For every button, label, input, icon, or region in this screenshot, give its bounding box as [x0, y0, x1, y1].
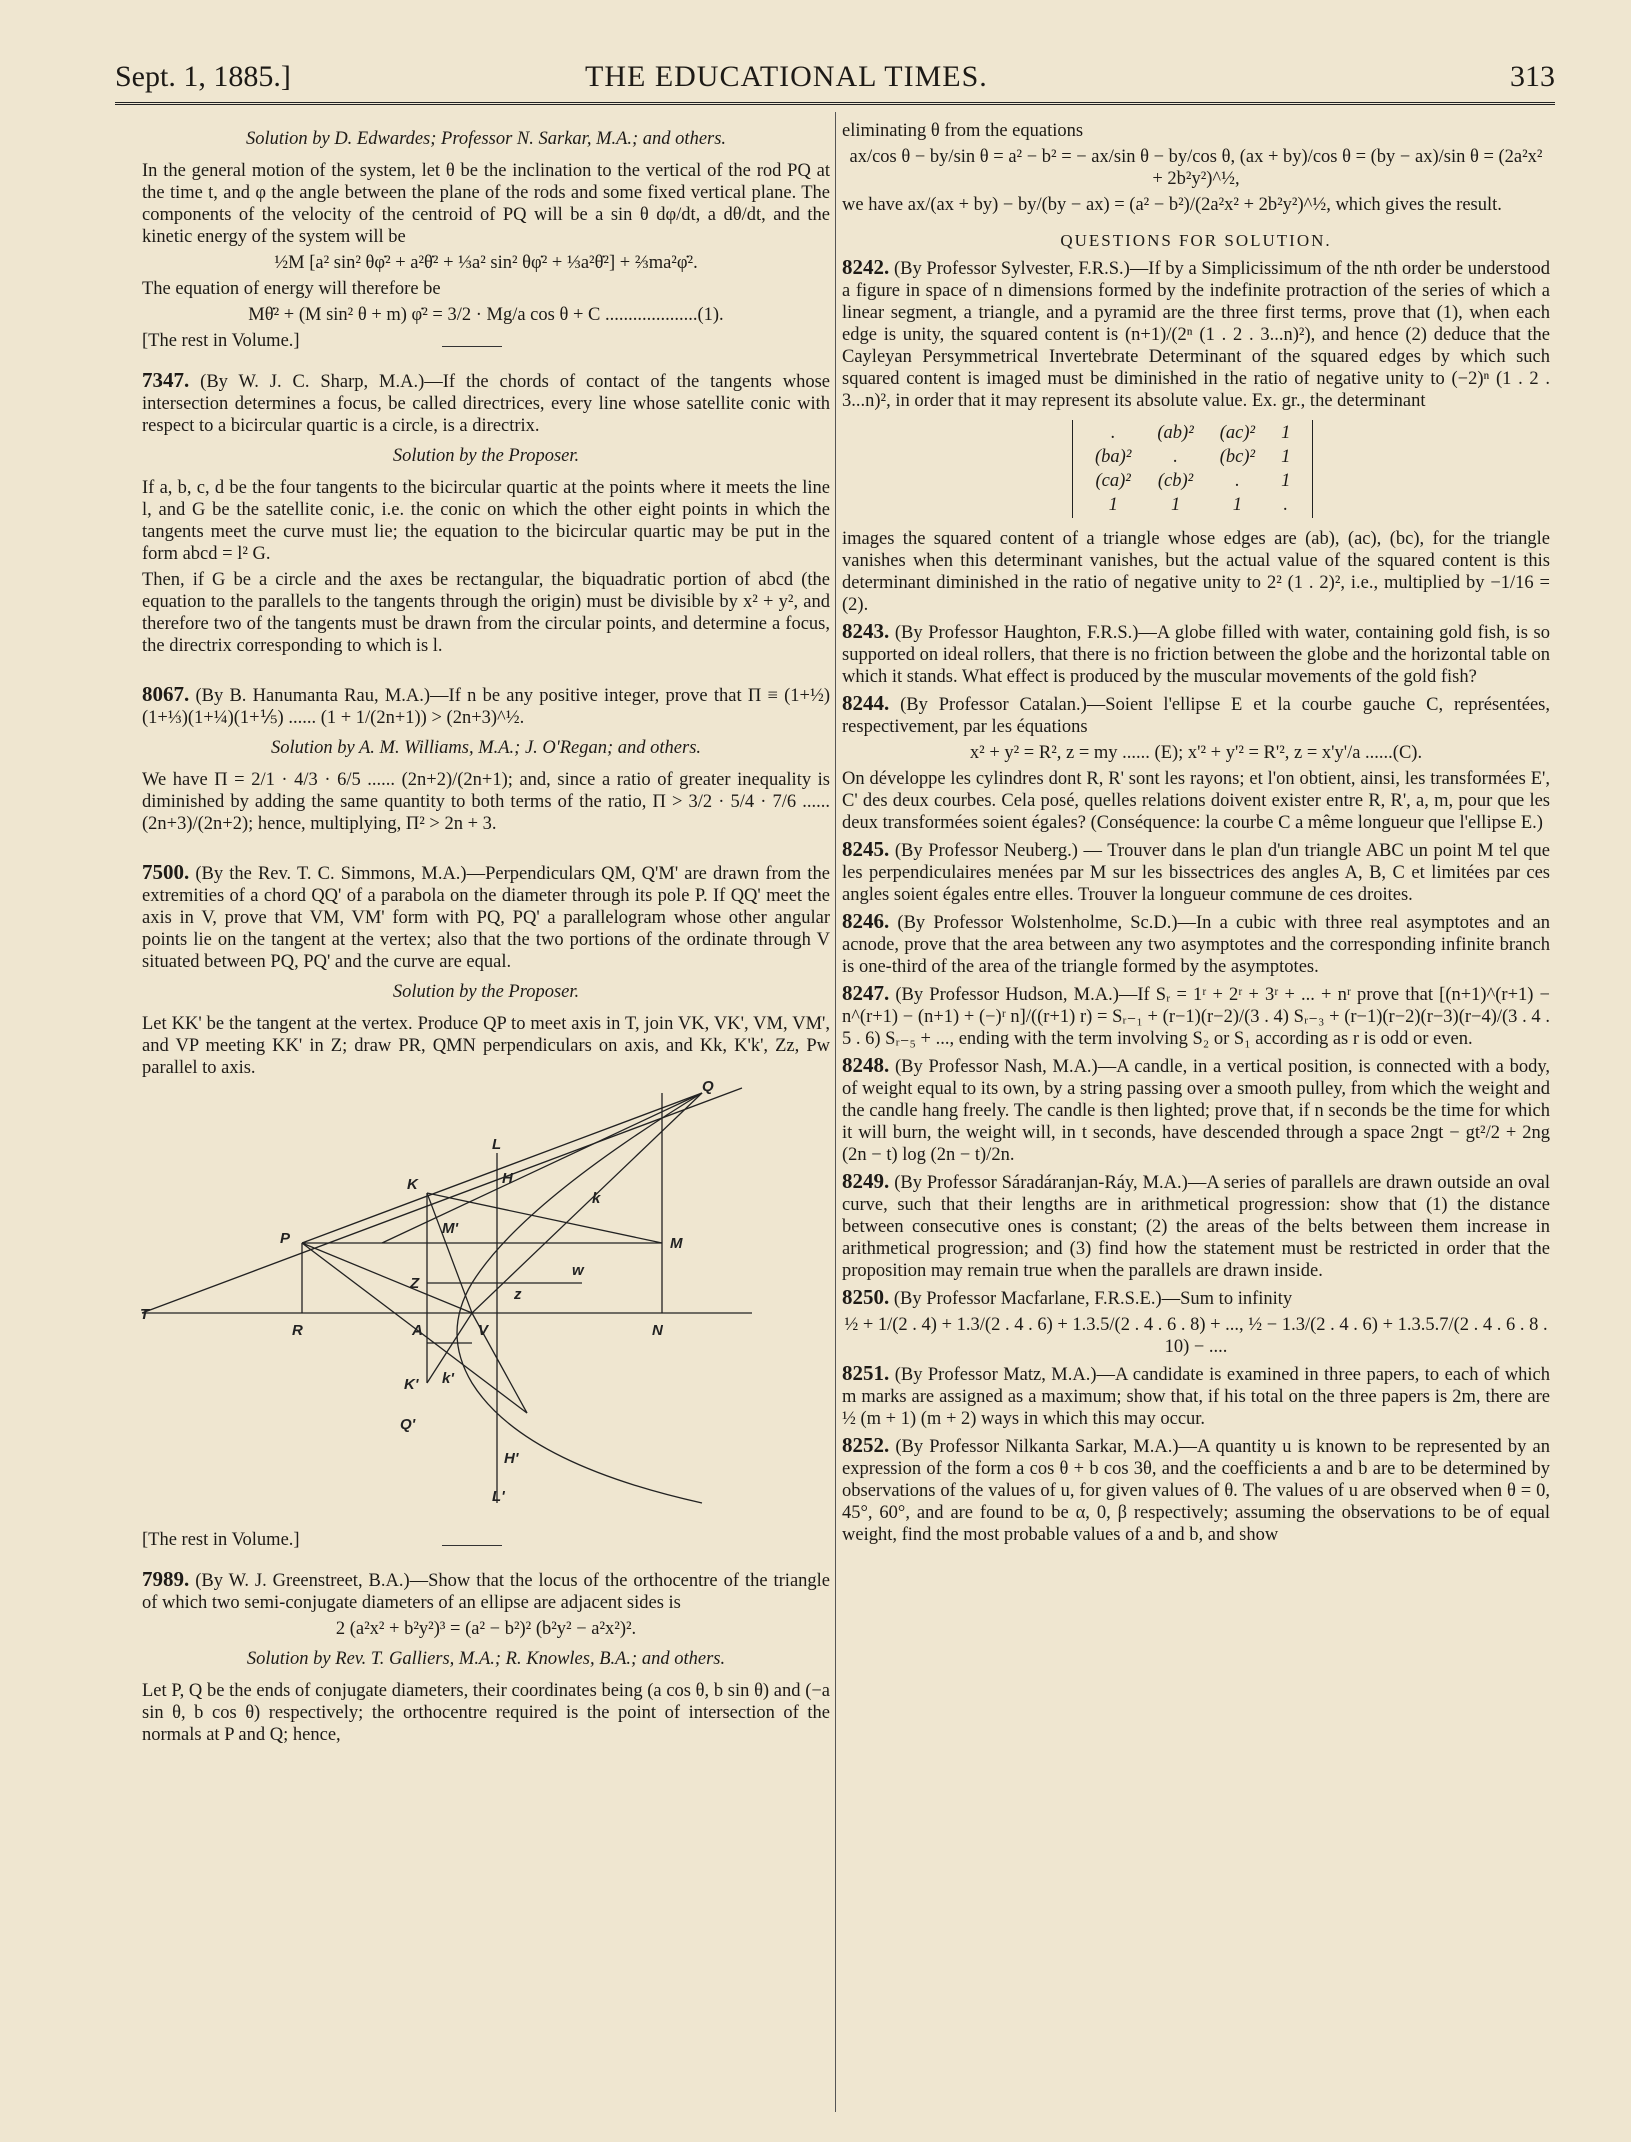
diagram-label: Q	[702, 1078, 714, 1095]
det-cell: .	[1283, 495, 1289, 515]
question-text: (By Professor Nash, M.A.)—A candle, in a vertical position, is connected with a body, of weight equal to its own, by a string passing over a smooth pulley, from which the weight and the candle hang freely. The candle is then lighted; prove that, if n seconds be the time for which it will burn, the weight will, in t seconds, have descended through a space 2ngt − gt²/2 + 2ng (2n − t) log (2n − t)/2n.	[842, 1057, 1550, 1165]
solution-heading: Solution by the Proposer.	[392, 446, 580, 466]
diagram-label: N	[652, 1322, 663, 1339]
issue-date: Sept. 1, 1885.]	[115, 60, 291, 93]
det-cell: (ca)²	[1095, 471, 1131, 491]
column-divider	[835, 112, 836, 2112]
question-7347	[142, 369, 830, 437]
det-cell: 1	[1281, 423, 1291, 443]
question-number: 8247.	[842, 981, 890, 1005]
page-header	[115, 58, 1555, 105]
question-text: (By Professor Macfarlane, F.R.S.E.)—Sum to infinity	[893, 1289, 1293, 1309]
equation: ½M [a² sin² θφ̇² + a²θ̇² + ⅓a² sin² θφ̇² + ⅓a²θ̇²] + ⅔ma²φ̇².	[274, 253, 698, 273]
diagram-label: w	[572, 1262, 584, 1279]
question-text: (By W. J. Greenstreet, B.A.)—Show that the locus of the orthocentre of the triangle of which two semi-conjugate diameters of an ellipse are adjacent sides is	[142, 1571, 831, 1613]
paragraph: Then, if G be a circle and the axes be rectangular, the biquadratic portion of abcd (the equation to the parallels to the tangents through the origin) must be divisible by x² + y², and therefore two of the tangents must be drawn from the circular points, and determine a focus, the directrix corresponding to which is l.	[142, 570, 830, 656]
question-8247	[842, 982, 1550, 1050]
diagram-label: k	[592, 1190, 601, 1207]
diagram-label: K'	[404, 1376, 419, 1393]
question-number: 8248.	[842, 1053, 890, 1077]
det-cell: 1	[1232, 495, 1243, 515]
det-cell: .	[1110, 423, 1116, 443]
question-8251	[842, 1362, 1550, 1430]
question-8246	[842, 910, 1550, 978]
question-number: 8067.	[142, 682, 190, 706]
question-number: 8252.	[842, 1433, 890, 1457]
question-number: 7989.	[142, 1567, 190, 1591]
determinant	[1072, 420, 1313, 518]
diagram-label: H'	[504, 1450, 519, 1467]
question-8242	[842, 256, 1550, 412]
diagram-label: V	[478, 1322, 489, 1339]
equation: x² + y² = R², z = my ...... (E); x'² + y'² = R'², z = x'y'/a ......(C).	[969, 743, 1423, 763]
det-cell: 1	[1281, 447, 1291, 467]
det-cell: 1	[1281, 471, 1291, 491]
question-text: (By Professor Catalan.)—Soient l'ellipse E et la courbe gauche C, représentées, respectivement, par les équations	[842, 695, 1550, 737]
question-8244	[842, 692, 1550, 738]
paragraph: We have Π = 2/1 · 4/3 · 6/5 ...... (2n+2)/(2n+1); and, since a ratio of greater inequality is diminished by adding the same quantity to both terms of the ratio, Π > 3/2 · 5/4 · 7/6 ...... (2n+3)/(2n+2); hence, multiplying, Π² > 2n + 3.	[142, 770, 830, 834]
question-number: 8251.	[842, 1361, 890, 1385]
section-heading: QUESTIONS FOR SOLUTION.	[1060, 231, 1332, 250]
question-number: 8245.	[842, 837, 890, 861]
det-cell: (ab)²	[1157, 423, 1194, 443]
solution-heading: Solution by A. M. Williams, M.A.; J. O'Regan; and others.	[270, 738, 702, 758]
diagram-label: Z	[410, 1275, 420, 1292]
question-text: (By Professor Hudson, M.A.)—If Sᵣ = 1ʳ + 2ʳ + 3ʳ + ... + nʳ prove that [(n+1)^(r+1) − n^(r+1) − (n+1) + (−)ʳ n]/((r+1) r) = Sᵣ₋₁ + (r−1)(r−2)/(3 . 4) Sᵣ₋₃ + (r−1)(r−2)(r−3)(r−4)/(3 . 4 . 5 . 6) Sᵣ₋₅ + ..., ending with the term involving S₂ or S₁ according as r is odd or even.	[842, 985, 1550, 1049]
rest-in-volume: [The rest in Volume.]	[142, 331, 300, 351]
question-text: (By B. Hanumanta Rau, M.A.)—If n be any positive integer, prove that Π ≡ (1+½)(1+⅓)(1+¼)(1+⅕) ...... (1 + 1/(2n+1)) > (2n+3)^½.	[142, 686, 830, 728]
equation: ½ + 1/(2 . 4) + 1.3/(2 . 4 . 6) + 1.3.5/(2 . 4 . 6 . 8) + ..., ½ − 1.3/(2 . 4 . 6) + 1.3.5.7/(2 . 4 . 6 . 8 . 10) − ....	[844, 1315, 1548, 1357]
question-8243	[842, 620, 1550, 688]
diagram-label: k'	[442, 1370, 454, 1387]
equation: we have ax/(ax + by) − by/(by − ax) = (a² − b²)/(2a²x² + 2b²y²)^½, which gives the result.	[842, 195, 1502, 215]
question-number: 7347.	[142, 368, 190, 392]
equation: Mθ̇² + (M sin² θ + m) φ̇² = 3/2 · Mg/a cos θ + C ....................(1).	[248, 305, 724, 325]
paragraph: In the general motion of the system, let θ be the inclination to the vertical of the rod PQ at the time t, and φ the angle between the plane of the rods and some fixed vertical plane. The components of the velocity of the centroid of PQ will be a sin θ dφ/dt, a dθ/dt, and the kinetic energy of the system will be	[142, 161, 830, 247]
diagram-label: A	[412, 1322, 423, 1339]
paragraph: If a, b, c, d be the four tangents to the bicircular quartic at the points where it meets the line l, and G be the satellite conic, i.e. the conic on which the other eight points in which the tangents meet the curve must lie; the equation to the bicircular quartic may be put in the form abcd = l² G.	[142, 478, 830, 564]
journal-title: THE EDUCATIONAL TIMES.	[585, 60, 988, 93]
question-number: 8243.	[842, 619, 890, 643]
question-number: 8250.	[842, 1285, 890, 1309]
question-8250	[842, 1286, 1550, 1310]
question-7500	[142, 861, 830, 973]
det-cell: 1	[1170, 495, 1181, 515]
det-cell: (cb)²	[1157, 471, 1194, 491]
det-cell: (ac)²	[1219, 423, 1256, 443]
question-text: (By Professor Sáradáranjan-Ráy, M.A.)—A series of parallels are drawn outside an oval curve, such that their lengths are in arithmetical progression: show that (1) the distance between consecutive ones is constant; (2) the areas of the belts between them increase in arithmetical progression; and (3) find how the statement must be restricted in order that the proposition may remain true when the parallels are drawn inside.	[842, 1173, 1550, 1281]
equation: ax/cos θ − by/sin θ = a² − b² = − ax/sin θ − by/cos θ, (ax + by)/cos θ = (by − ax)/sin θ = (2a²x² + 2b²y²)^½,	[849, 147, 1543, 189]
question-number: 7500.	[142, 860, 190, 884]
diagram-label: L'	[492, 1488, 505, 1505]
question-8248	[842, 1054, 1550, 1166]
question-8249	[842, 1170, 1550, 1282]
question-text: (By Professor Sylvester, F.R.S.)—If by a Simplicissimum of the nth order be understood a figure in space of n dimensions formed by the indefinite protraction of the series of which a linear segment, a triangle, and a pyramid are the three first terms, prove that (1), when each edge is unity, the squared content is (n+1)/(2ⁿ (1 . 2 . 3...n)²), and hence (2) deduce that the Cayleyan Persymmetrical Invertebrate Determinant of the squared edges by which such squared content is imaged must be diminished in the ratio of negative unity to (−2)ⁿ (1 . 2 . 3...n)², in order that it may represent its absolute value. Ex. gr., the determinant	[842, 259, 1551, 411]
solution-heading: Solution by D. Edwardes; Professor N. Sarkar, M.A.; and others.	[245, 129, 727, 149]
question-8252	[842, 1434, 1550, 1546]
question-text: (By W. J. C. Sharp, M.A.)—If the chords of contact of the tangents whose intersection determines a focus, be called directrices, every line whose satellite conic with respect to a bicircular quartic is a circle, is a directrix.	[142, 372, 830, 436]
det-cell: .	[1235, 471, 1240, 491]
left-column	[142, 120, 830, 1750]
question-text: (By Professor Nilkanta Sarkar, M.A.)—A quantity u is known to be represented by an expression of the form a cos θ + b cos 3θ, and the coefficients a and b are to be determined by observations of the values of u, for given values of θ. The values of u are observed when θ = 0, 45°, 60°, and are found to be α, 0, β respectively; assuming the observations to be of equal weight, find the most probable values of a and b, and show	[842, 1437, 1550, 1545]
question-number: 8242.	[842, 255, 890, 279]
paragraph: eliminating θ from the equations	[842, 121, 1084, 141]
diagram-label: K	[407, 1176, 418, 1193]
parabola-diagram	[140, 1078, 830, 1523]
question-number: 8246.	[842, 909, 890, 933]
parabola-curve	[457, 1093, 702, 1503]
diagram-label: M'	[442, 1220, 459, 1237]
diagram-label: L	[492, 1136, 502, 1153]
rest-in-volume: [The rest in Volume.]	[142, 1530, 300, 1550]
question-text: (By Professor Haughton, F.R.S.)—A globe filled with water, containing gold fish, is so supported on ideal rollers, that there is no friction between the globe and the horizontal table on which it stands. What effect is produced by the muscular movements of the gold fish?	[842, 623, 1550, 687]
det-cell: (ba)²	[1095, 447, 1132, 467]
diagram-label: z	[514, 1286, 522, 1303]
tangent-TQ	[142, 1088, 742, 1313]
diagram-label: M	[670, 1235, 683, 1252]
diagram-label: Q'	[400, 1416, 416, 1433]
diagram-label: P	[280, 1230, 291, 1247]
question-text: (By Professor Wolstenholme, Sc.D.)—In a cubic with three real asymptotes and an acnode, prove that the area between any two asymptotes and the corresponding infinite branch is one-third of the area of the triangle formed by the asymptotes.	[842, 913, 1550, 977]
equation: 2 (a²x² + b²y²)³ = (a² − b²)² (b²y² − a²x²)².	[335, 1619, 637, 1639]
solution-heading: Solution by the Proposer.	[392, 982, 580, 1002]
diagram-label: T	[140, 1306, 150, 1323]
paragraph: Let KK' be the tangent at the vertex. Produce QP to meet axis in T, join VK, VK', VM, VM', and VP meeting KK' in Z; draw PR, QMN perpendiculars on axis, and Kk, K'k', Zz, Pw parallel to axis.	[142, 1014, 830, 1078]
question-number: 8244.	[842, 691, 890, 715]
question-8245	[842, 838, 1550, 906]
paragraph: On développe les cylindres dont R, R' sont les rayons; et l'on obtient, ainsi, les transformées E', C' des deux courbes. Cela posé, quelles relations doivent exister entre R, R', a, m, pour que les deux transformées soient égales? (Conséquence: la courbe C a même longueur que l'ellipse E.)	[842, 769, 1550, 833]
det-cell: (bc)²	[1219, 447, 1256, 467]
page-number: 313	[1510, 60, 1555, 93]
diagram-label: H	[502, 1170, 513, 1187]
question-7989	[142, 1568, 830, 1614]
det-cell: .	[1173, 447, 1178, 467]
solution-heading: Solution by Rev. T. Galliers, M.A.; R. Knowles, B.A.; and others.	[246, 1649, 726, 1669]
paragraph: images the squared content of a triangle whose edges are (ab), (ac), (bc), for the triangle vanishes when this determinant vanishes, but the actual value of the squared content is this determinant diminished in the ratio of negative unity to 2² (1 . 2)², i.e., multiplied by −1/16 = (2).	[842, 529, 1550, 615]
det-cell: 1	[1108, 495, 1118, 515]
question-text: (By Professor Matz, M.A.)—A candidate is examined in three papers, to each of which m marks are assigned as a maximum; show that, if his total on the three papers is 2m, there are ½ (m + 1) (m + 2) ways in which this may occur.	[842, 1365, 1550, 1429]
question-text: (By the Rev. T. C. Simmons, M.A.)—Perpendiculars QM, Q'M' are drawn from the extremities of a chord QQ' of a parabola on the diameter through its pole P. If QQ' meet the axis in V, prove that VM, VM' form with PQ, PQ' a parallelogram whose other angular points lie on the tangent at the vertex; also that the two portions of the ordinate through V situated between PQ, PQ' and the curve are equal.	[142, 864, 831, 972]
right-column	[842, 120, 1550, 1550]
question-text: (By Professor Neuberg.) — Trouver dans le plan d'un triangle ABC un point M tel que les perpendiculaires menées par M sur les bissectrices des angles A, B, C et limitées par ces angles soient égales entre elles. Trouver la longueur commune de ces droites.	[842, 841, 1550, 905]
question-8067	[142, 683, 830, 729]
paragraph: Let P, Q be the ends of conjugate diameters, their coordinates being (a cos θ, b sin θ) and (−a sin θ, b cos θ) respectively; the orthocentre required is the point of intersection of the normals at P and Q; hence,	[142, 1681, 830, 1745]
diagram-label: R	[292, 1322, 303, 1339]
paragraph: The equation of energy will therefore be	[142, 279, 441, 299]
question-number: 8249.	[842, 1169, 890, 1193]
